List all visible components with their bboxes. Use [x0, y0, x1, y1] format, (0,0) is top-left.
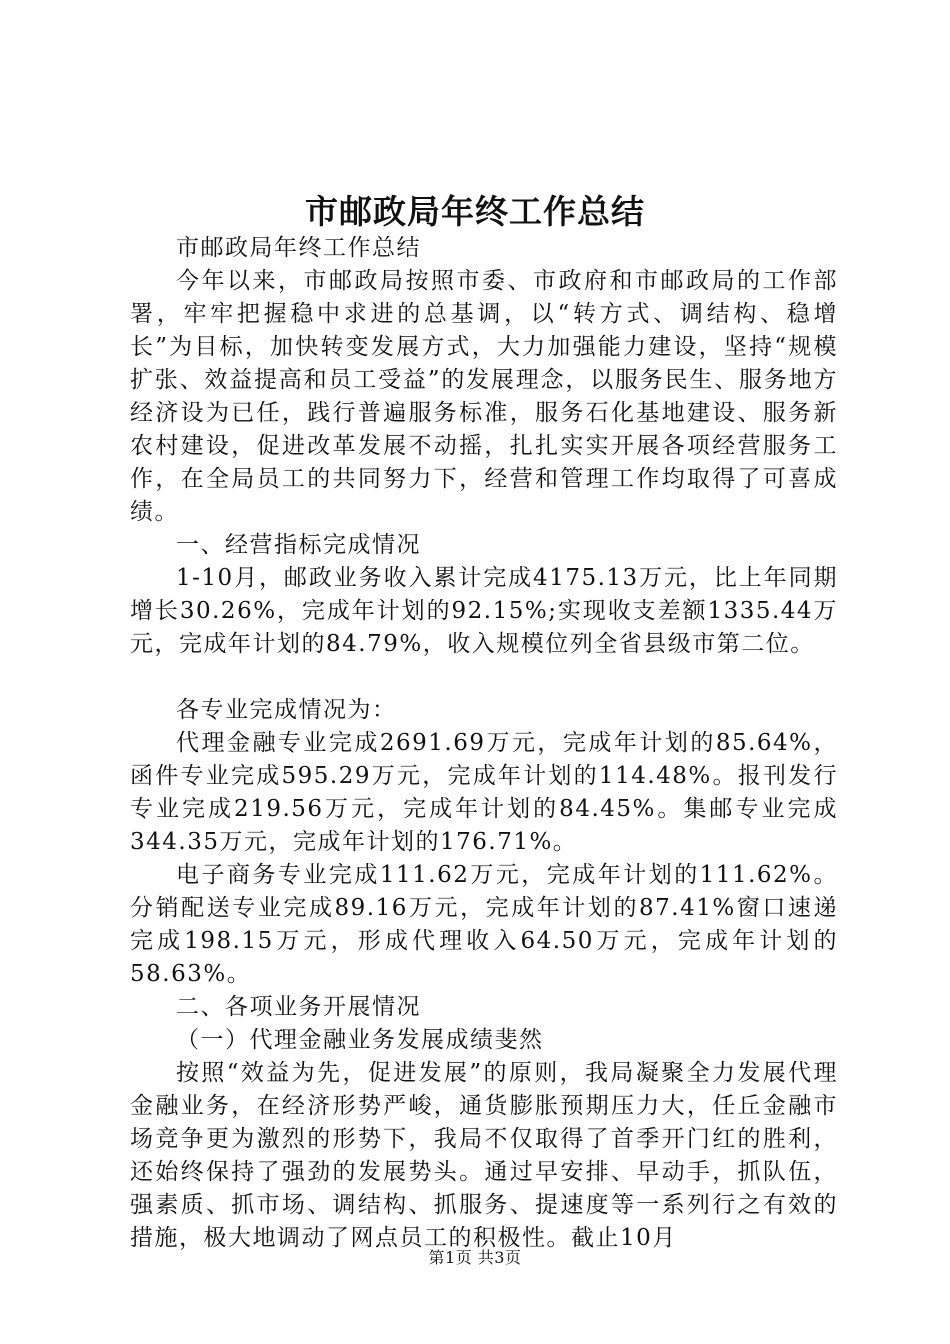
- paragraph-heading-repeat: 市邮政局年终工作总结: [176, 235, 421, 261]
- section-heading-2: 二、各项业务开展情况: [176, 994, 421, 1020]
- paragraph-specialties-2: 电子商务专业完成111.62万元，完成年计划的111.62%。分销配送专业完成89.16万元，完成年计划的87.41%窗口速递完成198.15万元，形成代理收入64.50万元，完成年计划的58.63%。: [130, 862, 838, 987]
- paragraph-indicators: 1-10月，邮政业务收入累计完成4175.13万元，比上年同期增长30.26%，完成年计划的92.15%;实现收支差额1335.44万元，完成年计划的84.79%，收入规模位列全省县级市第二位。: [130, 565, 838, 657]
- page-footer: 第1页 共3页: [428, 1248, 522, 1267]
- document-title: 市邮政局年终工作总结: [305, 192, 645, 231]
- document-body: [130, 232, 838, 1255]
- paragraph-finance: 按照“效益为先，促进发展”的原则，我局凝聚全力发展代理金融业务，在经济形势严峻，通货膨胀预期压力大，任丘金融市场竞争更为激烈的形势下，我局不仅取得了首季开门红的胜利，还始终保持了强劲的发展势头。通过早安排、早动手，抓队伍，强素质、抓市场、调结构、抓服务、提速度等一系列行之有效的措施，极大地调动了网点员工的积极性。截止10月: [130, 1060, 838, 1251]
- paragraph-intro: 今年以来，市邮政局按照市委、市政府和市邮政局的工作部署，牢牢把握稳中求进的总基调，以“转方式、调结构、稳增长”为目标，加快转变发展方式，大力加强能力建设，坚持“规模扩张、效益提高和员工受益”的发展理念，以服务民生、服务地方经济设为已任，践行普遍服务标准，服务石化基地建设、服务新农村建设，促进改革发展不动摇，扎扎实实开展各项经营服务工作，在全局员工的共同努力下，经营和管理工作均取得了可喜成绩。: [130, 268, 838, 525]
- paragraph-specialties-1: 代理金融专业完成2691.69万元，完成年计划的85.64%，函件专业完成595.29万元，完成年计划的114.48%。报刊发行专业完成219.56万元，完成年计划的84.45%。集邮专业完成344.35万元，完成年计划的176.71%。: [130, 730, 838, 855]
- subsection-heading-1: （一）代理金融业务发展成绩斐然: [176, 1027, 544, 1053]
- section-heading-1: 一、经营指标完成情况: [176, 532, 421, 558]
- paragraph-specialties-lead: 各专业完成情况为：: [176, 697, 397, 723]
